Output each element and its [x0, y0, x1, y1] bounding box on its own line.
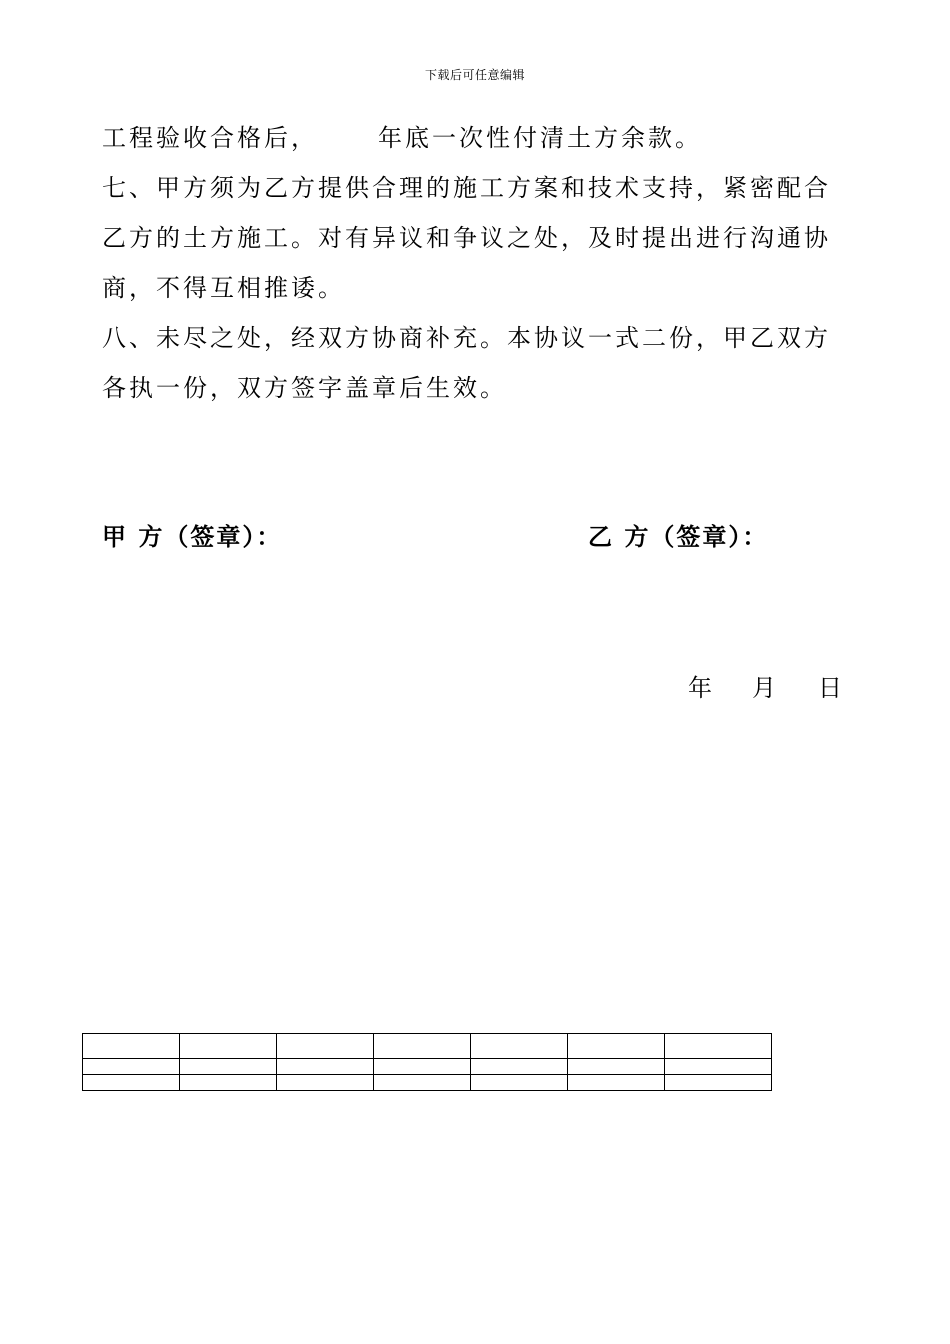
table-cell [568, 1075, 665, 1091]
table-cell [180, 1034, 277, 1059]
blank-table [82, 1033, 772, 1091]
table-cell [277, 1075, 374, 1091]
table-cell [277, 1034, 374, 1059]
party-a-signature-label: 甲 方（签章）： [102, 522, 283, 551]
date-year-label: 年 [688, 674, 712, 702]
payment-line [102, 113, 852, 163]
table-cell [180, 1075, 277, 1091]
date-line [688, 668, 842, 703]
payment-line-start: 工程验收合格后， [102, 124, 318, 152]
clause-eight: 八、未尽之处，经双方协商补充。本协议一式二份，甲乙双方各执一份，双方签字盖章后生效。 [102, 324, 831, 402]
table-cell [568, 1034, 665, 1059]
table-cell [568, 1059, 665, 1075]
table-cell [83, 1075, 180, 1091]
payment-line-end: 年底一次性付清土方余款。 [378, 124, 702, 152]
table-cell [665, 1075, 772, 1091]
table-row [83, 1075, 772, 1091]
table-cell [471, 1075, 568, 1091]
document-body [102, 113, 852, 413]
table-cell [374, 1059, 471, 1075]
table-cell [374, 1075, 471, 1091]
clause-seven: 七、甲方须为乙方提供合理的施工方案和技术支持，紧密配合乙方的土方施工。对有异议和争议之处，及时提出进行沟通协商，不得互相推诿。 [102, 174, 831, 302]
table-cell [374, 1034, 471, 1059]
table-cell [180, 1059, 277, 1075]
table-cell [665, 1059, 772, 1075]
table-cell [471, 1034, 568, 1059]
date-month-label: 月 [752, 674, 776, 702]
table-cell [83, 1034, 180, 1059]
table-cell [471, 1059, 568, 1075]
page-header-note: 下载后可任意编辑 [424, 68, 525, 82]
table-cell [83, 1059, 180, 1075]
party-b-signature-label: 乙 方（签章）： [588, 522, 769, 551]
table-cell [665, 1034, 772, 1059]
table-row [83, 1059, 772, 1075]
table-row [83, 1034, 772, 1059]
date-day-label: 日 [818, 674, 842, 702]
table-cell [277, 1059, 374, 1075]
